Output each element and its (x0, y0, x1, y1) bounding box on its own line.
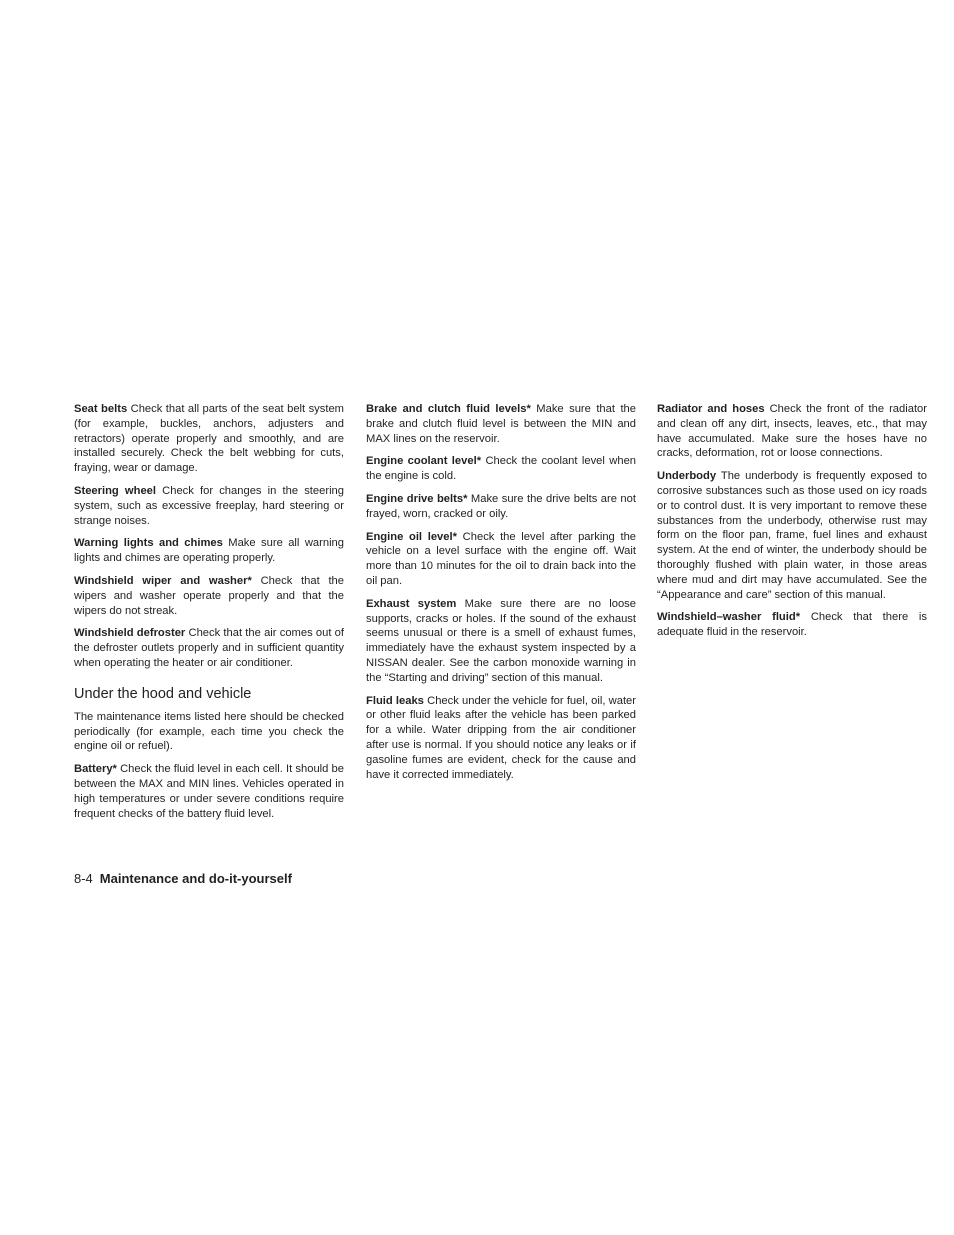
entry-term: Windshield defroster (74, 627, 186, 640)
entry-drive-belts (366, 492, 636, 522)
entry-exhaust-system (366, 597, 636, 686)
entry-term: Steering wheel (74, 484, 156, 497)
entry-text: Check the coolant level when the engine is cold. (366, 455, 637, 483)
entry-term: Fluid leaks (366, 694, 424, 707)
column-2 (366, 402, 636, 790)
entry-term: Battery* (74, 763, 117, 776)
page-number: 8-4 (74, 871, 93, 886)
column-1 (74, 402, 344, 829)
entry-term: Windshield wiper and washer* (74, 574, 252, 587)
entry-washer-fluid (657, 610, 927, 640)
entry-steering-wheel (74, 484, 344, 528)
entry-text: Check the fluid level in each cell. It should be between the MAX and MIN lines. Vehicles operated in high temperatures or under severe conditions require frequent checks of the battery fluid level. (74, 763, 344, 820)
entry-text: Check that all parts of the seat belt system (for example, buckles, anchors, adjusters and retractors) operate properly and smoothly, and are installed securely. Check the belt webbing for cuts, fraying, wear or damage. (74, 403, 344, 475)
entry-text: The underbody is frequently exposed to corrosive substances such as those used on icy roads or to control dust. It is very important to remove these substances from the underbody, otherwise rust may form on the floor pan, frame, fuel lines and exhaust system. At the end of winter, the underbody should be thoroughly flushed with plain water, in those areas where mud and dirt may have accumulated. See the “Appearance and care” section of this manual. (657, 470, 928, 601)
entry-text: Check for changes in the steering system, such as excessive freeplay, hard steering or strange noises. (74, 484, 345, 527)
entry-text: Make sure all warning lights and chimes are operating properly. (74, 537, 344, 565)
entry-term: Engine coolant level* (366, 455, 482, 468)
entry-fluid-leaks (366, 694, 636, 783)
entry-text: Make sure that the brake and clutch fluid level is between the MIN and MAX lines on the reservoir. (366, 403, 636, 445)
entry-brake-clutch-fluid (366, 402, 636, 446)
entry-engine-oil (366, 530, 636, 589)
entry-text: Check that the wipers and washer operate properly and that the wipers do not streak. (74, 574, 344, 617)
entry-text: Check that the air comes out of the defroster outlets properly and in sufficient quantity when operating the heater or air conditioner. (74, 627, 344, 669)
entry-defroster (74, 626, 344, 670)
entry-term: Underbody (657, 470, 717, 483)
entry-battery (74, 762, 344, 821)
entry-term: Brake and clutch fluid levels* (366, 403, 531, 415)
entry-text: Check under the vehicle for fuel, oil, water or other fluid leaks after the vehicle has been parked for a while. Water dripping from the air conditioner after use is normal. If you should notice any leaks or if gasoline fumes are evident, check for the cause and have it corrected immediately. (366, 694, 636, 781)
section-heading: Under the hood and vehicle (74, 685, 252, 702)
chapter-title: Maintenance and do-it-yourself (99, 871, 292, 886)
entry-text: Make sure the drive belts are not frayed, worn, cracked or oily. (366, 492, 636, 520)
entry-radiator-hoses (657, 402, 927, 461)
entry-text: Check the front of the radiator and clean off any dirt, insects, leaves, etc., that may have accumulated. Make sure the hoses have no cracks, deformation, rot or loose connections. (657, 403, 928, 460)
entry-term: Warning lights and chimes (74, 537, 223, 550)
entry-term: Engine oil level* (366, 530, 457, 543)
page-footer (74, 870, 292, 888)
entry-underbody (657, 469, 927, 602)
entry-term: Windshield–washer fluid* (657, 611, 801, 624)
entry-term: Seat belts (74, 403, 128, 415)
entry-text: Check the level after parking the vehicle on a level surface with the engine off. Wait more than 10 minutes for the oil to drain back into the oil pan. (366, 530, 637, 587)
entry-term: Engine drive belts* (366, 492, 468, 505)
section-intro: The maintenance items listed here should be checked periodically (for example, each time you check the engine oil or refuel). (74, 710, 344, 753)
entry-warning-lights (74, 536, 344, 566)
entry-term: Radiator and hoses (657, 403, 765, 415)
entry-text: Make sure there are no loose supports, cracks or holes. If the sound of the exhaust seems unusual or there is a smell of exhaust fumes, immediately have the exhaust system inspected by a NISSAN dealer. See the carbon monoxide warning in the “Starting and driving” section of this manual. (366, 597, 636, 684)
entry-text: Check that there is adequate fluid in the reservoir. (657, 611, 927, 639)
entry-seat-belts (74, 402, 344, 476)
entry-term: Exhaust system (366, 597, 457, 610)
column-3 (657, 402, 927, 648)
entry-engine-coolant (366, 454, 636, 484)
entry-wiper-washer (74, 574, 344, 618)
